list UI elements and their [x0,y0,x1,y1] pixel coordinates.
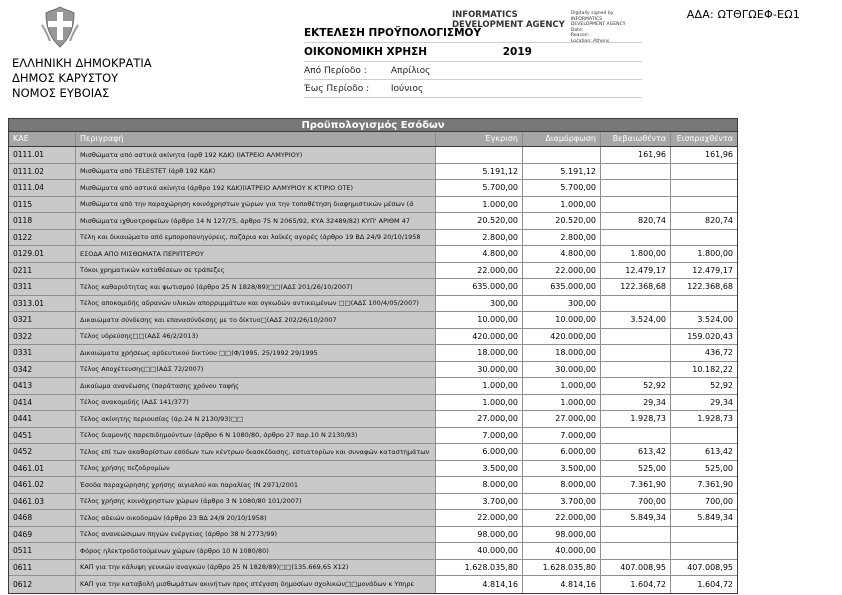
row-description: Μισθώματα από την παραχώρηση κοινόχρηστων χώρων για την τοποθέτηση διαφημιστικών μέσων (ά [76,197,436,213]
col-header-diamorfosi: Διαμόρφωση [523,132,601,146]
fiscal-year-value: 2019 [502,46,532,58]
row-amount-vevaiothenta [601,362,671,378]
row-amount-eispraxthenta: 29,34 [671,395,737,411]
row-amount-eispraxthenta: 159.020,43 [671,329,737,345]
row-amount-egkrisi: 18.000,00 [436,345,523,361]
row-amount-diamorfosi: 30.000,00 [523,362,601,378]
row-kae: 0441 [9,411,76,427]
row-amount-eispraxthenta: 5.849,34 [671,510,737,526]
stamp-agency-line: DEVELOPMENT AGENCY [452,20,565,30]
row-amount-egkrisi: 10.000,00 [436,312,523,328]
table-row [9,494,737,511]
row-description: Φόρος ηλεκτροδοτούμενων χώρων (άρθρο 10 Ν 1080/80) [76,543,436,559]
table-body [9,147,737,593]
row-description: Μισθώματα από αστικά ακίνητα (αρθ 192 ΚΔΚ) (ΙΑΤΡΕΙΟ ΑΛΜΥΡΙΟΥ) [76,147,436,163]
row-amount-eispraxthenta [671,543,737,559]
row-kae: 0511 [9,543,76,559]
row-kae: 0313.01 [9,296,76,312]
row-amount-eispraxthenta: 407.008,95 [671,560,737,576]
row-amount-vevaiothenta [601,180,671,196]
row-kae: 0611 [9,560,76,576]
authority-line-republic: ΕΛΛΗΝΙΚΗ ΔΗΜΟΚΡΑΤΙΑ [12,56,152,70]
greek-coat-of-arms-icon [38,5,82,49]
row-amount-vevaiothenta: 5.849,34 [601,510,671,526]
row-kae: 0414 [9,395,76,411]
row-amount-egkrisi: 420.000,00 [436,329,523,345]
row-amount-egkrisi: 98.000,00 [436,527,523,543]
row-amount-diamorfosi: 98.000,00 [523,527,601,543]
row-amount-diamorfosi: 635.000,00 [523,279,601,295]
row-description: Τέλος υδρεύσης□□(ΑΔΣ 46/2/2013) [76,329,436,345]
stamp-signature-details [571,10,626,45]
row-kae: 0451 [9,428,76,444]
stamp-detail-line: Date: [570,27,584,33]
row-amount-diamorfosi: 27.000,00 [523,411,601,427]
row-amount-vevaiothenta [601,329,671,345]
row-amount-diamorfosi: 420.000,00 [523,329,601,345]
row-amount-eispraxthenta [671,230,737,246]
row-amount-diamorfosi: 3.500,00 [523,461,601,477]
table-row [9,560,737,577]
row-amount-egkrisi: 6.000,00 [436,444,523,460]
stamp-agency-name [452,10,565,45]
stamp-detail-line: Location: Athens [570,38,610,44]
row-amount-diamorfosi: 8.000,00 [523,477,601,493]
row-amount-egkrisi [436,147,523,163]
table-row [9,411,737,428]
period-to-line [304,80,642,98]
stamp-detail-line: Reason: [570,33,590,39]
row-kae: 0331 [9,345,76,361]
row-amount-diamorfosi: 3.700,00 [523,494,601,510]
row-description: Έσοδα παραχώρησης χρήσης αιγιαλού και παραλίας (Ν 2971/2001 [76,477,436,493]
row-amount-egkrisi: 4.814,16 [436,576,523,593]
row-amount-diamorfosi: 18.000,00 [523,345,601,361]
row-amount-egkrisi: 635.000,00 [436,279,523,295]
row-amount-egkrisi: 3.700,00 [436,494,523,510]
digital-signature-stamp [452,10,652,45]
row-amount-egkrisi: 1.000,00 [436,395,523,411]
row-kae: 0612 [9,576,76,593]
ada-code: ΑΔΑ: ΩΤΘΓΩΕΦ-ΕΩ1 [686,8,800,21]
row-amount-egkrisi: 3.500,00 [436,461,523,477]
row-amount-diamorfosi: 5.191,12 [523,164,601,180]
row-description: Τέλος επί των ακαθαρίστων εσόδων των κέντρων διασκέδασης, εστιατορίων και συναφών καταστημάτων [76,444,436,460]
stamp-detail-line: DEVELOPMENT AGENCY [570,22,626,28]
row-amount-diamorfosi: 7.000,00 [523,428,601,444]
table-row [9,197,737,214]
row-description: Μισθώματα από TELESTET (άρθ 192 ΚΔΚ) [76,164,436,180]
row-amount-eispraxthenta: 436,72 [671,345,737,361]
row-kae: 0122 [9,230,76,246]
row-amount-egkrisi: 5.191,12 [436,164,523,180]
row-amount-diamorfosi: 1.628.035,80 [523,560,601,576]
table-row [9,312,737,329]
row-amount-eispraxthenta: 1.928,73 [671,411,737,427]
row-amount-vevaiothenta: 3.524,00 [601,312,671,328]
row-amount-vevaiothenta: 52,92 [601,378,671,394]
row-kae: 0115 [9,197,76,213]
row-amount-eispraxthenta [671,197,737,213]
row-amount-diamorfosi: 4.814,16 [523,576,601,593]
row-kae: 0111.01 [9,147,76,163]
table-row [9,477,737,494]
row-kae: 0461.02 [9,477,76,493]
col-header-kae: ΚΑΕ [9,132,76,146]
table-row [9,510,737,527]
row-kae: 0469 [9,527,76,543]
row-amount-egkrisi: 27.000,00 [436,411,523,427]
table-row [9,362,737,379]
fiscal-year-line [304,43,642,62]
stamp-agency-line: INFORMATICS [452,10,518,20]
row-description: Τόκοι χρηματικών καταθέσεων σε τράπεζες [76,263,436,279]
table-row [9,263,737,280]
row-amount-vevaiothenta: 613,42 [601,444,671,460]
row-amount-egkrisi: 1.000,00 [436,378,523,394]
row-amount-eispraxthenta: 52,92 [671,378,737,394]
row-kae: 0211 [9,263,76,279]
row-amount-vevaiothenta: 161,96 [601,147,671,163]
row-description: Δικαιώματα χρήσεως αρδευτικού δικτύου □□(Φ/1995, 25/1992 29/1995 [76,345,436,361]
row-amount-egkrisi: 1.000,00 [436,197,523,213]
table-row [9,164,737,181]
row-amount-vevaiothenta [601,197,671,213]
row-amount-vevaiothenta: 122.368,68 [601,279,671,295]
row-amount-vevaiothenta: 1.604,72 [601,576,671,593]
row-kae: 0311 [9,279,76,295]
row-amount-diamorfosi: 5.700,00 [523,180,601,196]
table-row [9,329,737,346]
row-amount-egkrisi: 4.800,00 [436,246,523,262]
table-row [9,527,737,544]
table-row [9,246,737,263]
row-amount-egkrisi: 1.628.035,80 [436,560,523,576]
row-amount-vevaiothenta: 820,74 [601,213,671,229]
table-section-title: Προϋπολογισμός Εσόδων [9,119,737,132]
row-description: Τέλος ανανεώσιμων πηγών ενέργειας (άρθρο 38 Ν 2773/99) [76,527,436,543]
row-amount-eispraxthenta: 12.479,17 [671,263,737,279]
row-description: Τέλος χρήσης πεζοδρομίων [76,461,436,477]
row-amount-diamorfosi: 22.000,00 [523,263,601,279]
report-title: ΕΚΤΕΛΕΣΗ ΠΡΟΫΠΟΛΟΓΙΣΜΟΥ [304,27,642,43]
row-description: Μισθώματα ιχθυοτροφείων (άρθρο 14 Ν 127/75, άρθρο 75 Ν 2065/92, ΚΥΑ 32489/82) ΚΥΠ' ΑΡΙΘΜ 47 [76,213,436,229]
row-amount-eispraxthenta [671,180,737,196]
row-amount-egkrisi: 7.000,00 [436,428,523,444]
row-amount-eispraxthenta: 1.604,72 [671,576,737,593]
row-amount-diamorfosi: 4.800,00 [523,246,601,262]
row-amount-egkrisi: 2.800,00 [436,230,523,246]
row-amount-diamorfosi: 6.000,00 [523,444,601,460]
period-from-value: Απρίλιος [390,65,431,76]
budget-revenue-table [8,118,738,594]
table-row [9,378,737,395]
row-amount-diamorfosi [523,147,601,163]
stamp-detail-line: Digitally signed by [570,11,614,16]
row-amount-vevaiothenta: 1.800,00 [601,246,671,262]
row-description: Τέλος χρήσης κοινόχρηστων χώρων (άρθρο 3 Ν 1080/80 101/2007) [76,494,436,510]
table-row [9,345,737,362]
table-header-row [9,132,737,147]
row-amount-egkrisi: 40.000,00 [436,543,523,559]
authority-block [12,56,152,101]
row-kae: 0322 [9,329,76,345]
row-description: Τέλος διαμονής παρεπιδημούντων (άρθρο 6 Ν 1080/80, άρθρο 27 παρ.10 Ν 2130/93) [76,428,436,444]
row-amount-eispraxthenta [671,428,737,444]
row-kae: 0413 [9,378,76,394]
row-description: ΕΣΟΔΑ ΑΠΟ ΜΙΣΘΩΜΑΤΑ ΠΕΡΙΠΤΕΡΟΥ [76,246,436,262]
row-amount-egkrisi: 300,00 [436,296,523,312]
row-amount-egkrisi: 5.700,00 [436,180,523,196]
table-row [9,428,737,445]
table-row [9,230,737,247]
row-kae: 0129.01 [9,246,76,262]
period-to-value: Ιούνιος [390,83,424,94]
row-kae: 0468 [9,510,76,526]
period-to-label: Έως Περίοδο : [304,83,370,94]
row-amount-vevaiothenta: 12.479,17 [601,263,671,279]
row-kae: 0461.01 [9,461,76,477]
row-description: Δικαίωμα ανανέωσης (παράτασης χρόνου ταφής [76,378,436,394]
authority-line-municipality: ΔΗΜΟΣ ΚΑΡΥΣΤΟΥ [12,71,119,85]
row-amount-eispraxthenta: 3.524,00 [671,312,737,328]
row-amount-vevaiothenta: 29,34 [601,395,671,411]
row-description: ΚΑΠ για την καταβολή μισθωμάτων ακινήτων προς στέγαση δημοσίων σχολικών□□μονάδων κ Υπηρε [76,576,436,593]
fiscal-year-label: ΟΙΚΟΝΟΜΙΚΗ ΧΡΗΣΗ [304,46,428,58]
row-amount-vevaiothenta [601,345,671,361]
row-amount-vevaiothenta [601,164,671,180]
row-amount-eispraxthenta: 7.361,90 [671,477,737,493]
row-kae: 0452 [9,444,76,460]
row-amount-egkrisi: 22.000,00 [436,510,523,526]
row-amount-eispraxthenta: 820,74 [671,213,737,229]
row-description: Τέλη και δικαιώματα από εμποροπανηγύρεις, παζάρια και λαϊκές αγορές (άρθρο 19 ΒΔ 24/9 20/10/1958 [76,230,436,246]
row-amount-diamorfosi: 10.000,00 [523,312,601,328]
row-kae: 0111.02 [9,164,76,180]
row-description: Μισθώματα από αστικά ακίνητα (άρθρο 192 ΚΔΚ)(ΙΑΤΡΕΙΟ ΑΛΜΥΡΙΟΥ Κ ΚΤΙΡΙΟ ΟΤΕ) [76,180,436,196]
row-amount-diamorfosi: 20.520,00 [523,213,601,229]
row-description: Τέλος Αποχέτευσης□□(ΑΔΣ 72/2007) [76,362,436,378]
row-amount-diamorfosi: 2.800,00 [523,230,601,246]
col-header-vevaiothenta: Βεβαιωθέντα [601,132,671,146]
row-amount-eispraxthenta: 10.182,22 [671,362,737,378]
row-amount-diamorfosi: 300,00 [523,296,601,312]
table-row [9,296,737,313]
col-header-description: Περιγραφή [76,132,436,146]
row-amount-eispraxthenta: 1.800,00 [671,246,737,262]
row-kae: 0118 [9,213,76,229]
row-amount-eispraxthenta: 613,42 [671,444,737,460]
row-amount-vevaiothenta: 7.361,90 [601,477,671,493]
row-kae: 0321 [9,312,76,328]
table-row [9,279,737,296]
row-amount-eispraxthenta [671,296,737,312]
row-amount-vevaiothenta [601,296,671,312]
row-amount-egkrisi: 8.000,00 [436,477,523,493]
row-amount-eispraxthenta: 122.368,68 [671,279,737,295]
table-row [9,444,737,461]
row-amount-egkrisi: 30.000,00 [436,362,523,378]
period-from-label: Από Περίοδο : [304,65,367,76]
row-description: Τέλος αδειών οικοδομών (άρθρο 23 ΒΔ 24/9 20/10/1958) [76,510,436,526]
period-from-line [304,62,642,80]
row-amount-vevaiothenta: 407.008,95 [601,560,671,576]
row-description: Τέλος αποκομιδής αδρανών υλικών απορριμμάτων και ογκωδών αντικειμένων □□(ΑΔΣ 100/4/05/2007) [76,296,436,312]
row-description: Δικαιώματα σύνδεσης και επανασύνδεσης με το δίκτυο□(ΑΔΣ 202/26/10/2007 [76,312,436,328]
row-kae: 0461.03 [9,494,76,510]
table-row [9,395,737,412]
row-amount-vevaiothenta: 700,00 [601,494,671,510]
row-amount-vevaiothenta [601,230,671,246]
row-amount-diamorfosi: 1.000,00 [523,197,601,213]
row-description: Τέλος ακίνητης περιουσίας (άρ.24 Ν 2130/93)□□ [76,411,436,427]
table-row [9,576,737,593]
row-amount-vevaiothenta: 1.928,73 [601,411,671,427]
row-amount-eispraxthenta: 700,00 [671,494,737,510]
row-amount-eispraxthenta: 161,96 [671,147,737,163]
table-row [9,213,737,230]
row-description: ΚΑΠ για την κάλυψη γενικών αναγκών (άρθρο 25 Ν 1828/89)□□(135.669,65 Χ12) [76,560,436,576]
row-amount-vevaiothenta [601,543,671,559]
row-amount-egkrisi: 22.000,00 [436,263,523,279]
row-amount-vevaiothenta [601,428,671,444]
row-amount-egkrisi: 20.520,00 [436,213,523,229]
row-amount-diamorfosi: 22.000,00 [523,510,601,526]
row-amount-diamorfosi: 1.000,00 [523,378,601,394]
row-amount-eispraxthenta: 525,00 [671,461,737,477]
row-amount-vevaiothenta [601,527,671,543]
row-amount-vevaiothenta: 525,00 [601,461,671,477]
row-description: Τέλος ανακομιδής (ΑΔΣ 141/377) [76,395,436,411]
table-row [9,461,737,478]
table-row [9,543,737,560]
row-description: Τέλος καθαριότητας και φωτισμού (άρθρο 25 Ν 1828/89)□□(ΑΔΣ 201/26/10/2007) [76,279,436,295]
row-amount-diamorfosi: 40.000,00 [523,543,601,559]
row-kae: 0342 [9,362,76,378]
row-amount-diamorfosi: 1.000,00 [523,395,601,411]
col-header-eispraxthenta: Εισπραχθέντα [676,134,733,143]
table-row [9,147,737,164]
stamp-detail-line: INFORMATICS [570,16,603,22]
row-amount-eispraxthenta [671,527,737,543]
authority-line-prefecture: ΝΟΜΟΣ ΕΥΒΟΙΑΣ [12,86,110,100]
col-header-egkrisi: Έγκριση [436,132,523,146]
row-kae: 0111.04 [9,180,76,196]
table-row [9,180,737,197]
row-amount-eispraxthenta [671,164,737,180]
